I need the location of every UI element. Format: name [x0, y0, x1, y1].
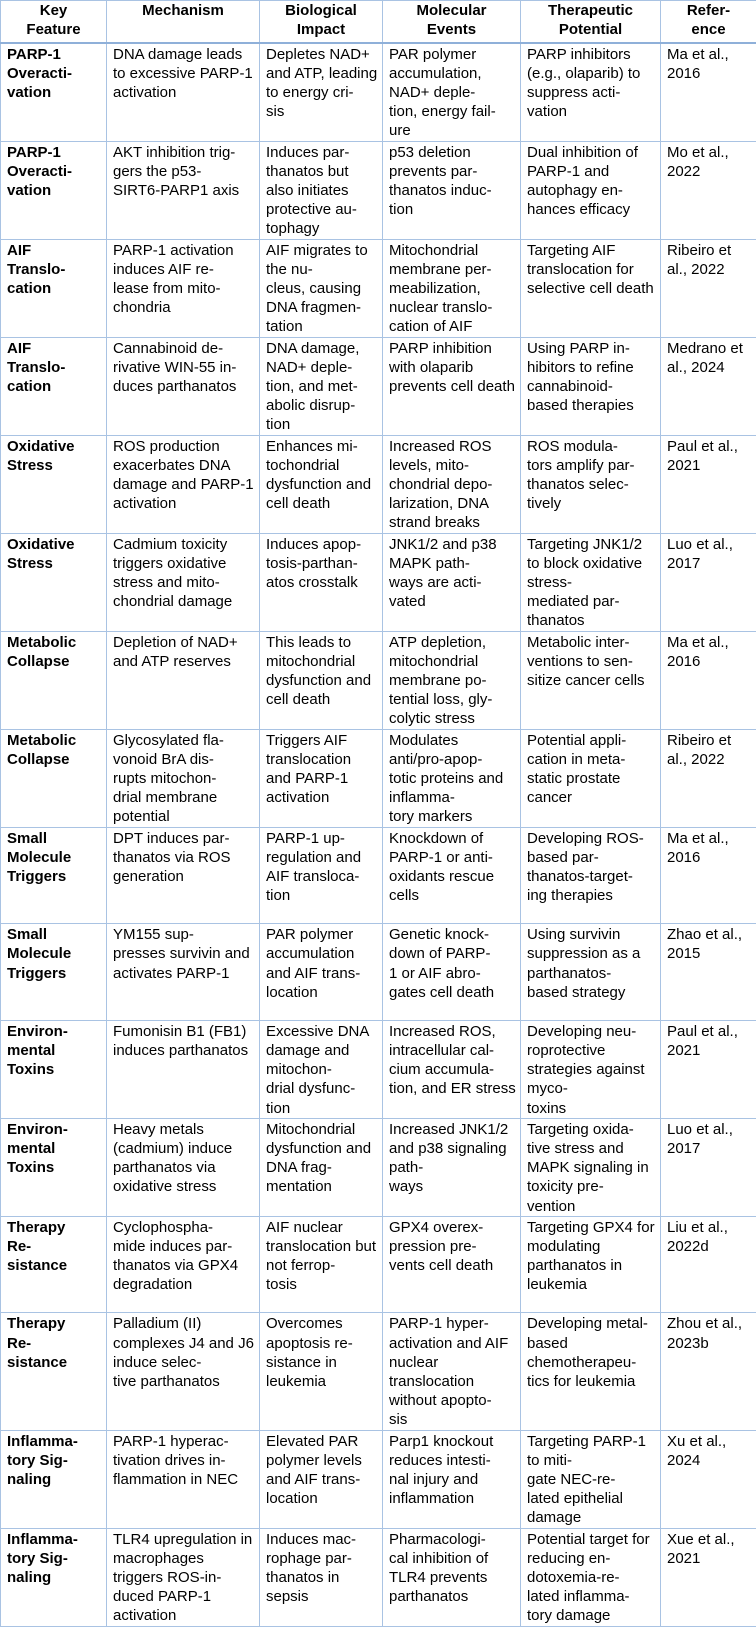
cell-reference: Xue et al., 2021 — [661, 1528, 756, 1626]
cell-key-feature: PARP-1 Overacti- vation — [1, 141, 107, 239]
cell-mechanism: ROS production exacerbates DNA damage and PARP-1 activation — [107, 435, 260, 533]
cell-key-feature: Inflamma- tory Sig- naling — [1, 1528, 107, 1626]
cell-reference: Xu et al., 2024 — [661, 1430, 756, 1528]
cell-reference: Luo et al., 2017 — [661, 1118, 756, 1216]
cell-molecular-events: Knockdown of PARP-1 or anti- oxidants rescue cells — [383, 827, 521, 924]
cell-biological-impact: DNA damage, NAD+ deple- tion, and met- abolic disrup- tion — [260, 337, 383, 435]
cell-therapeutic-potential: Dual inhibition of PARP-1 and autophagy en- hances efficacy — [521, 141, 661, 239]
cell-key-feature: AIF Translo- cation — [1, 239, 107, 337]
cell-molecular-events: p53 deletion prevents par- thanatos induc- tion — [383, 141, 521, 239]
cell-molecular-events: Modulates anti/pro-apop- totic proteins and inflamma- tory markers — [383, 729, 521, 827]
table-row — [1, 1216, 756, 1313]
cell-mechanism: Cadmium toxicity triggers oxidative stress and mito- chondrial damage — [107, 533, 260, 631]
cell-molecular-events: Genetic knock- down of PARP- 1 or AIF abro- gates cell death — [383, 924, 521, 1021]
cell-key-feature: Environ- mental Toxins — [1, 1020, 107, 1118]
cell-reference: Paul et al., 2021 — [661, 435, 756, 533]
cell-therapeutic-potential: Potential target for reducing en- dotoxemia-re- lated inflamma- tory damage — [521, 1528, 661, 1626]
cell-molecular-events: Parp1 knockout reduces intesti- nal injury and inflammation — [383, 1430, 521, 1528]
cell-key-feature: Metabolic Collapse — [1, 729, 107, 827]
cell-therapeutic-potential: Targeting PARP-1 to miti- gate NEC-re- lated epithelial damage — [521, 1430, 661, 1528]
cell-molecular-events: PARP inhibition with olaparib prevents cell death — [383, 337, 521, 435]
cell-key-feature: PARP-1 Overacti- vation — [1, 43, 107, 142]
cell-mechanism: Cannabinoid de- rivative WIN-55 in- duces parthanatos — [107, 337, 260, 435]
cell-mechanism: TLR4 upregulation in macrophages triggers ROS-in- duced PARP-1 activation — [107, 1528, 260, 1626]
cell-key-feature: Inflamma- tory Sig- naling — [1, 1430, 107, 1528]
cell-reference: Ma et al., 2016 — [661, 631, 756, 729]
table-header — [1, 1, 756, 43]
cell-biological-impact: This leads to mitochondrial dysfunction and cell death — [260, 631, 383, 729]
cell-therapeutic-potential: PARP inhibitors (e.g., olaparib) to suppress acti- vation — [521, 43, 661, 142]
header-mechanism: Mechanism — [107, 1, 260, 43]
cell-mechanism: Depletion of NAD+ and ATP reserves — [107, 631, 260, 729]
table-row — [1, 239, 756, 337]
cell-biological-impact: Overcomes apoptosis re- sistance in leukemia — [260, 1313, 383, 1430]
cell-mechanism: DPT induces par- thanatos via ROS generation — [107, 827, 260, 924]
cell-therapeutic-potential: Developing ROS-based par- thanatos-target- ing therapies — [521, 827, 661, 924]
cell-therapeutic-potential: Metabolic inter- ventions to sen- sitize cancer cells — [521, 631, 661, 729]
cell-key-feature: Small Molecule Triggers — [1, 924, 107, 1021]
cell-therapeutic-potential: Targeting oxida- tive stress and MAPK signaling in toxicity pre- vention — [521, 1118, 661, 1216]
cell-molecular-events: GPX4 overex- pression pre- vents cell death — [383, 1216, 521, 1313]
cell-mechanism: AKT inhibition trig- gers the p53- SIRT6-PARP1 axis — [107, 141, 260, 239]
cell-mechanism: Palladium (II) complexes J4 and J6 induce selec- tive parthanatos — [107, 1313, 260, 1430]
table-row — [1, 337, 756, 435]
cell-biological-impact: Induces par- thanatos but also initiates protective au- tophagy — [260, 141, 383, 239]
cell-mechanism: DNA damage leads to excessive PARP-1 activation — [107, 43, 260, 142]
table-row — [1, 924, 756, 1021]
table-row — [1, 1118, 756, 1216]
cell-biological-impact: Induces apop- tosis-parthan- atos crosstalk — [260, 533, 383, 631]
table-row — [1, 1313, 756, 1430]
cell-reference: Ribeiro et al., 2022 — [661, 239, 756, 337]
header-biological-impact: Biological Impact — [260, 1, 383, 43]
header-key-feature: Key Feature — [1, 1, 107, 43]
cell-therapeutic-potential: Developing metal-based chemotherapeu- tics for leukemia — [521, 1313, 661, 1430]
table-row — [1, 1020, 756, 1118]
cell-biological-impact: Depletes NAD+ and ATP, leading to energy cri- sis — [260, 43, 383, 142]
cell-biological-impact: AIF nuclear translocation but not ferrop- tosis — [260, 1216, 383, 1313]
cell-molecular-events: Increased ROS, intracellular cal- cium accumula- tion, and ER stress — [383, 1020, 521, 1118]
cell-molecular-events: JNK1/2 and p38 MAPK path- ways are acti- vated — [383, 533, 521, 631]
cell-molecular-events: PAR polymer accumulation, NAD+ deple- tion, energy fail- ure — [383, 43, 521, 142]
cell-molecular-events: ATP depletion, mitochondrial membrane po- tential loss, gly- colytic stress — [383, 631, 521, 729]
cell-therapeutic-potential: Potential appli- cation in meta- static prostate cancer — [521, 729, 661, 827]
cell-biological-impact: Enhances mi- tochondrial dysfunction and cell death — [260, 435, 383, 533]
cell-biological-impact: PARP-1 up- regulation and AIF transloca- tion — [260, 827, 383, 924]
cell-mechanism: PARP-1 hyperac- tivation drives in- flammation in NEC — [107, 1430, 260, 1528]
cell-reference: Mo et al., 2022 — [661, 141, 756, 239]
cell-key-feature: Environ- mental Toxins — [1, 1118, 107, 1216]
cell-molecular-events: PARP-1 hyper- activation and AIF nuclear translocation without apopto- sis — [383, 1313, 521, 1430]
cell-molecular-events: Increased JNK1/2 and p38 signaling path- ways — [383, 1118, 521, 1216]
cell-therapeutic-potential: Using PARP in- hibitors to refine cannabinoid- based therapies — [521, 337, 661, 435]
table-row — [1, 435, 756, 533]
cell-therapeutic-potential: Using survivin suppression as a parthanatos- based strategy — [521, 924, 661, 1021]
cell-reference: Ma et al., 2016 — [661, 43, 756, 142]
cell-molecular-events: Mitochondrial membrane per- meabilization, nuclear translo- cation of AIF — [383, 239, 521, 337]
cell-mechanism: Cyclophospha- mide induces par- thanatos via GPX4 degradation — [107, 1216, 260, 1313]
cell-therapeutic-potential: Targeting JNK1/2 to block oxidative stress- mediated par- thanatos — [521, 533, 661, 631]
cell-biological-impact: Induces mac- rophage par- thanatos in sepsis — [260, 1528, 383, 1626]
cell-biological-impact: Triggers AIF translocation and PARP-1 activation — [260, 729, 383, 827]
cell-therapeutic-potential: Targeting AIF translocation for selective cell death — [521, 239, 661, 337]
cell-molecular-events: Increased ROS levels, mito- chondrial depo- larization, DNA strand breaks — [383, 435, 521, 533]
cell-mechanism: PARP-1 activation induces AIF re- lease from mito- chondria — [107, 239, 260, 337]
table-row — [1, 533, 756, 631]
cell-biological-impact: AIF migrates to the nu- cleus, causing DNA fragmen- tation — [260, 239, 383, 337]
cell-key-feature: Therapy Re- sistance — [1, 1216, 107, 1313]
cell-reference: Ribeiro et al., 2022 — [661, 729, 756, 827]
cell-reference: Luo et al., 2017 — [661, 533, 756, 631]
cell-therapeutic-potential: ROS modula- tors amplify par- thanatos selec- tively — [521, 435, 661, 533]
cell-key-feature: Oxidative Stress — [1, 533, 107, 631]
cell-biological-impact: Mitochondrial dysfunction and DNA frag- mentation — [260, 1118, 383, 1216]
cell-key-feature: Metabolic Collapse — [1, 631, 107, 729]
table-row — [1, 1528, 756, 1626]
table-row — [1, 631, 756, 729]
cell-reference: Zhao et al., 2015 — [661, 924, 756, 1021]
cell-key-feature: Small Molecule Triggers — [1, 827, 107, 924]
cell-biological-impact: Excessive DNA damage and mitochon- drial dysfunc- tion — [260, 1020, 383, 1118]
cell-key-feature: AIF Translo- cation — [1, 337, 107, 435]
cell-biological-impact: Elevated PAR polymer levels and AIF trans- location — [260, 1430, 383, 1528]
header-therapeutic-potential: Therapeutic Potential — [521, 1, 661, 43]
header-molecular-events: Molecular Events — [383, 1, 521, 43]
header-reference: Refer- ence — [661, 1, 756, 43]
cell-biological-impact: PAR polymer accumulation and AIF trans- location — [260, 924, 383, 1021]
cell-reference: Liu et al., 2022d — [661, 1216, 756, 1313]
table-body — [1, 43, 756, 1627]
cell-key-feature: Therapy Re- sistance — [1, 1313, 107, 1430]
table-row — [1, 729, 756, 827]
cell-key-feature: Oxidative Stress — [1, 435, 107, 533]
cell-reference: Ma et al., 2016 — [661, 827, 756, 924]
cell-therapeutic-potential: Targeting GPX4 for modulating parthanatos in leukemia — [521, 1216, 661, 1313]
cell-reference: Zhou et al., 2023b — [661, 1313, 756, 1430]
cell-reference: Paul et al., 2021 — [661, 1020, 756, 1118]
cell-mechanism: Fumonisin B1 (FB1) induces parthanatos — [107, 1020, 260, 1118]
table-row — [1, 43, 756, 142]
header-row — [1, 1, 756, 43]
cell-therapeutic-potential: Developing neu- roprotective strategies against myco- toxins — [521, 1020, 661, 1118]
cell-mechanism: Glycosylated fla- vonoid BrA dis- rupts mitochon- drial membrane potential — [107, 729, 260, 827]
table-row — [1, 827, 756, 924]
cell-molecular-events: Pharmacologi- cal inhibition of TLR4 prevents parthanatos — [383, 1528, 521, 1626]
cell-reference: Medrano et al., 2024 — [661, 337, 756, 435]
table-row — [1, 141, 756, 239]
cell-mechanism: YM155 sup- presses survivin and activates PARP-1 — [107, 924, 260, 1021]
cell-mechanism: Heavy metals (cadmium) induce parthanatos via oxidative stress — [107, 1118, 260, 1216]
table-row — [1, 1430, 756, 1528]
